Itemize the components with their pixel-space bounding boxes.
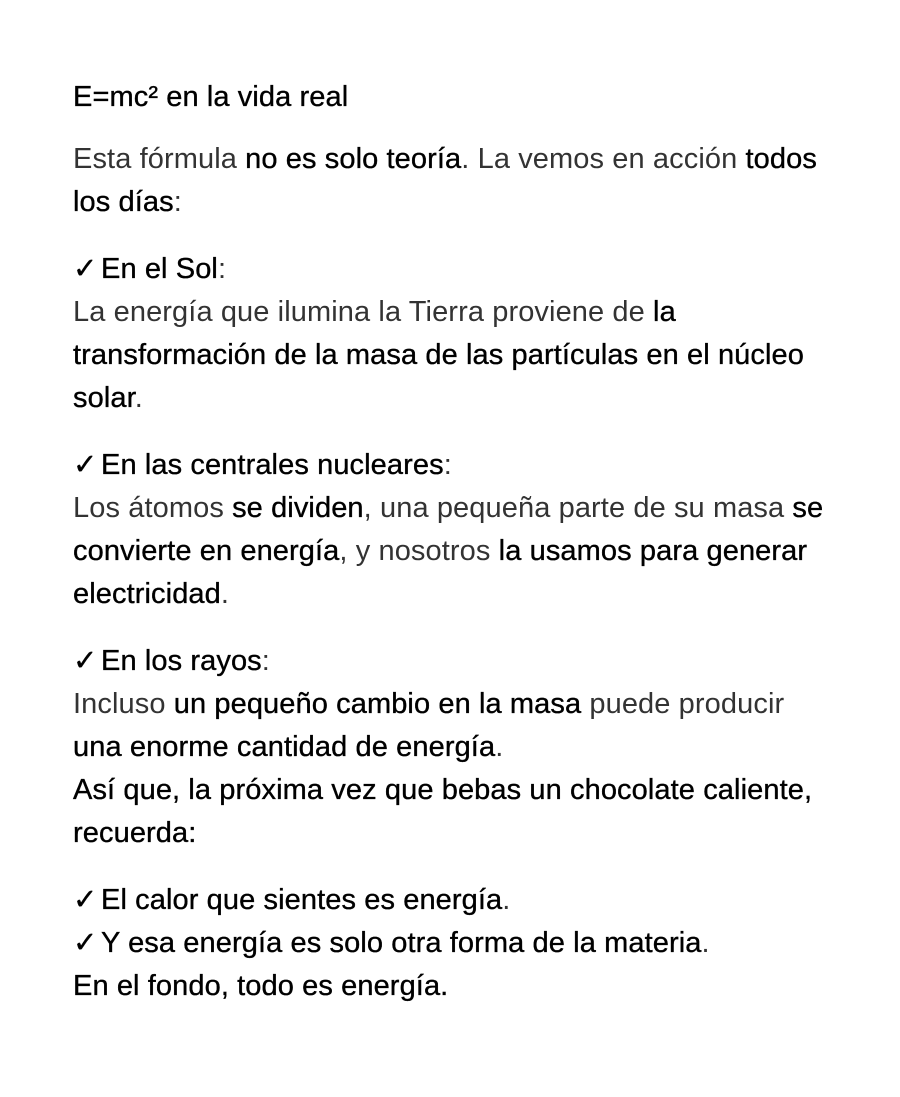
- body-text: Incluso: [73, 688, 174, 720]
- check-icon: ✓: [73, 927, 98, 959]
- intro-bold-2: todos los días: [73, 143, 817, 218]
- section-centrales-nucleares: [73, 444, 840, 616]
- page-title: E=mc² en la vida real: [73, 81, 349, 113]
- outro-line-1-text: El calor que sientes es energía: [101, 884, 503, 916]
- body-bold: un pequeño cambio en la masa: [173, 688, 582, 720]
- outro-line-2-period: .: [701, 927, 710, 959]
- section-heading-colon: :: [261, 645, 270, 677]
- body-bold: se dividen: [232, 492, 364, 524]
- body-bold: se convierte en energía: [73, 492, 824, 567]
- body-text: , una pequeña parte de su masa: [363, 492, 793, 524]
- body-bold: una enorme cantidad de energía: [73, 731, 496, 763]
- body-text: puede producir: [581, 688, 785, 720]
- body-text: .: [134, 382, 143, 414]
- body-text: .: [220, 578, 230, 610]
- check-icon: ✓: [73, 645, 98, 677]
- body-text: Los átomos: [73, 492, 233, 524]
- section-heading-text: En el Sol: [101, 253, 218, 285]
- outro: [73, 879, 840, 1008]
- outro-line-2: [73, 922, 840, 965]
- section-rayos: [73, 640, 840, 855]
- outro-line-1: [73, 879, 840, 922]
- intro-text-1: Esta fórmula: [73, 143, 246, 175]
- check-icon: ✓: [73, 884, 98, 916]
- body-text: , y nosotros: [339, 535, 499, 567]
- section-heading-text: En las centrales nucleares: [101, 449, 444, 481]
- section-body: [73, 487, 840, 616]
- intro-paragraph: [73, 138, 840, 224]
- outro-line-2-text: Y esa energía es solo otra forma de la materia: [101, 927, 702, 959]
- check-icon: ✓: [73, 253, 98, 285]
- section-body: [73, 683, 840, 769]
- section-heading-colon: :: [217, 253, 227, 285]
- body-text: La energía que ilumina la Tierra proviene de: [73, 296, 654, 328]
- intro-bold-1: no es solo teoría: [245, 143, 462, 175]
- intro-text-2: . La vemos en acción: [461, 143, 746, 175]
- section-sol: [73, 248, 840, 420]
- check-icon: ✓: [73, 449, 98, 481]
- section-heading: [73, 444, 840, 487]
- section-heading: [73, 248, 840, 291]
- section-body: [73, 291, 840, 420]
- section-heading-text: En los rayos: [101, 645, 262, 677]
- intro-text-3: :: [173, 186, 182, 218]
- body-bold: la transformación de la masa de las partículas en el núcleo solar: [73, 296, 804, 414]
- section-extra-text: Así que, la próxima vez que bebas un chocolate caliente, recuerda:: [73, 774, 813, 849]
- body-text: .: [495, 731, 504, 763]
- body-bold: la usamos para generar electricidad: [73, 535, 808, 610]
- outro-line-1-period: .: [502, 884, 511, 916]
- section-heading-colon: :: [443, 449, 452, 481]
- outro-line-3: En el fondo, todo es energía.: [73, 970, 449, 1002]
- section-heading: [73, 640, 840, 683]
